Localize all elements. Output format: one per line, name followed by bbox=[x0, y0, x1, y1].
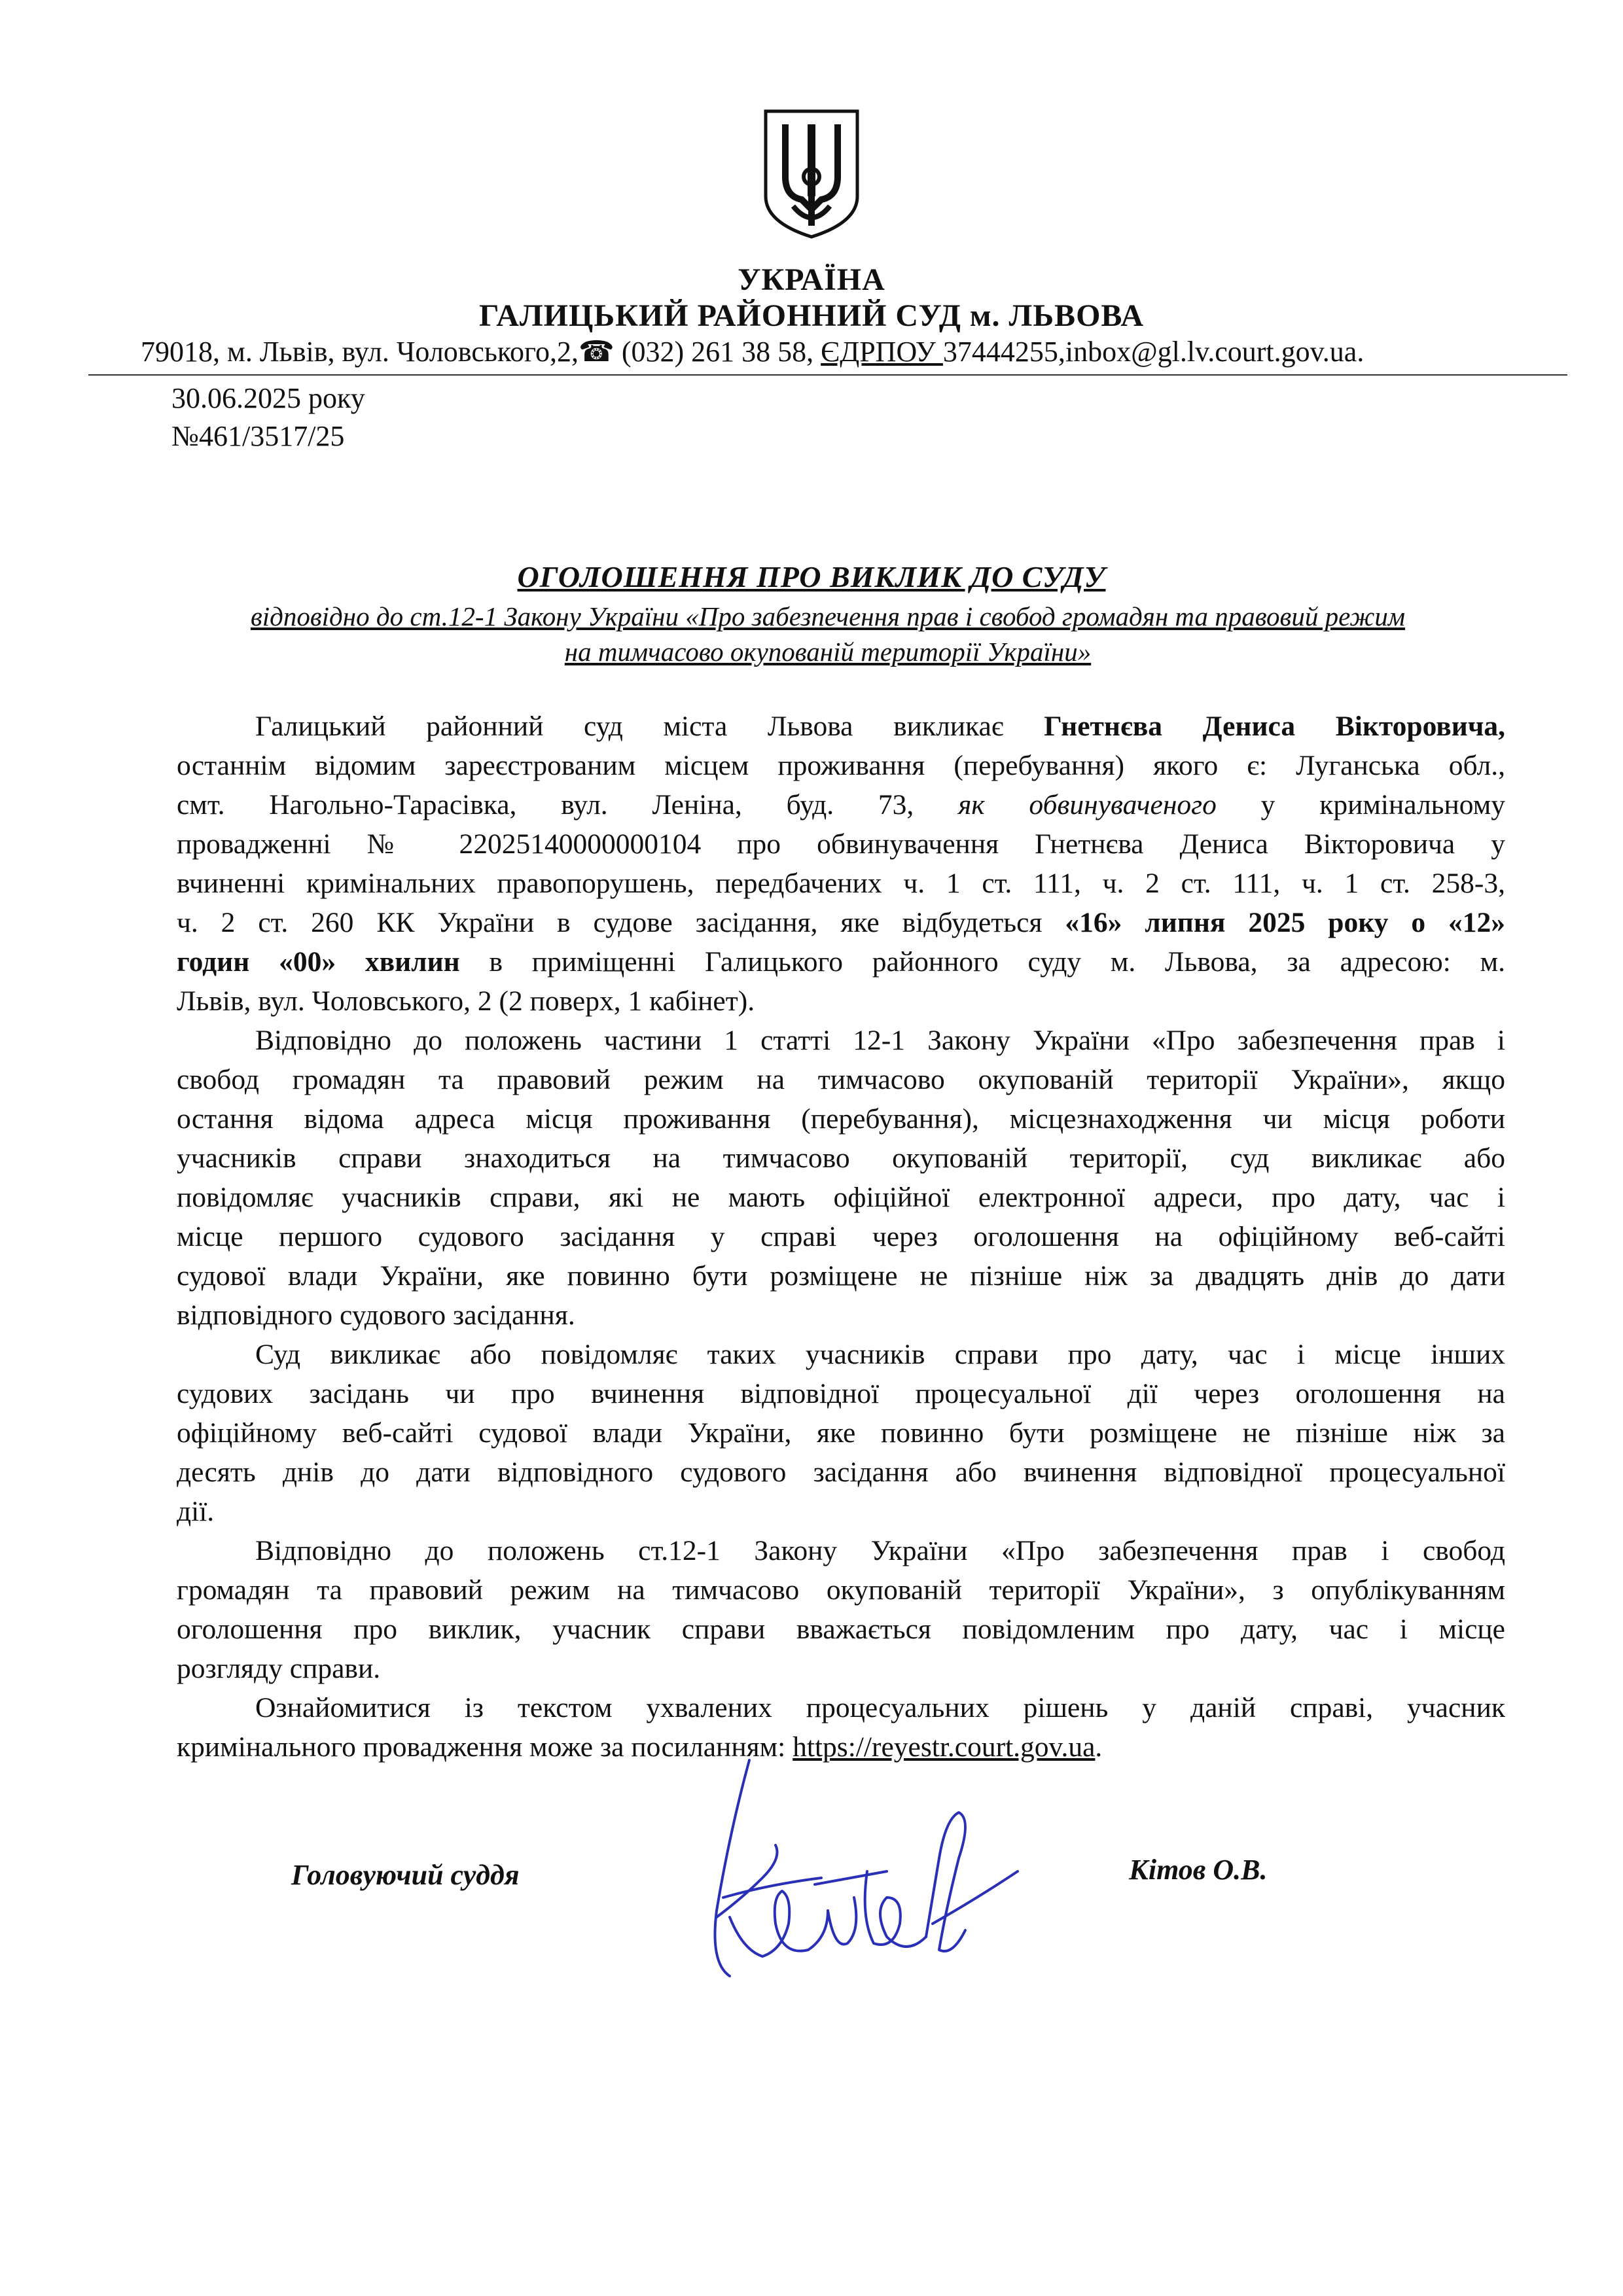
address-text: 79018, м. Львів, вул. Чоловського,2, bbox=[141, 336, 579, 368]
body-line: кримінального провадження може за посиланням: https://reyestr.court.gov.ua. bbox=[177, 1731, 1103, 1763]
body-line: судових засідань чи про вчинення відповідної процесуальної дії через оголошення на bbox=[177, 1378, 1505, 1409]
header-divider bbox=[88, 374, 1567, 376]
notice-subtitle-line-1: відповідно до ст.12-1 Закону України «Про забезпечення прав і свобод громадян та правовий режим bbox=[250, 601, 1406, 631]
country-heading: УКРАЇНА bbox=[738, 262, 885, 297]
document-date: 30.06.2025 року bbox=[171, 382, 365, 414]
body-line: Відповідно до положень ст.12-1 Закону України «Про забезпечення прав і свобод bbox=[255, 1535, 1505, 1566]
body-line: останнім відомим зареєстрованим місцем проживання (перебування) якого є: Луганська обл., bbox=[177, 750, 1505, 781]
body-line: повідомляє учасників справи, які не мають офіційної електронної адреси, про дату, час і bbox=[177, 1182, 1505, 1213]
body-line: Ознайомитися із текстом ухвалених процесуальних рішень у даній справі, учасник bbox=[255, 1692, 1505, 1723]
body-line: остання відома адреса місця проживання (перебування), місцезнаходження чи місця роботи bbox=[177, 1103, 1505, 1135]
body-line: ч. 2 ст. 260 КК України в судове засідання, яке відбудеться «16» липня 2025 року о «12» bbox=[177, 907, 1505, 938]
body-line: оголошення про виклик, учасник справи вважається повідомленим про дату, час і місце bbox=[177, 1614, 1505, 1645]
body-line: місце першого судового засідання у справі через оголошення на офіційному веб-сайті bbox=[177, 1221, 1505, 1252]
signer-name: Кітов О.В. bbox=[1129, 1854, 1268, 1886]
notice-title: ОГОЛОШЕННЯ ПРО ВИКЛИК ДО СУДУ bbox=[517, 560, 1106, 593]
court-address-line: 79018, м. Львів, вул. Чоловського,2,☎ (032) 261 38 58, ЄДРПОУ 37444255,inbox@gl.lv.court.gov.ua. bbox=[141, 336, 1364, 368]
body-line: смт. Нагольно-Тарасівка, вул. Леніна, буд. 73, як обвинуваченого у кримінальному bbox=[177, 789, 1505, 821]
body-line: відповідного судового засідання. bbox=[177, 1299, 575, 1331]
registry-link[interactable]: https://reyestr.court.gov.ua bbox=[793, 1731, 1096, 1763]
body-line: Львів, вул. Чоловського, 2 (2 поверх, 1 кабінет). bbox=[177, 985, 755, 1017]
phone-number: (032) 261 38 58 bbox=[621, 336, 807, 368]
body-line: свобод громадян та правовий режим на тимчасово окупованій території України», якщо bbox=[177, 1064, 1505, 1095]
body-line: судової влади України, яке повинно бути розміщене не пізніше ніж за двадцять днів до дати bbox=[177, 1260, 1505, 1292]
court-name-heading: ГАЛИЦЬКИЙ РАЙОННИЙ СУД м. ЛЬВОВА bbox=[478, 298, 1145, 333]
body-line: учасників справи знаходиться на тимчасово окупованій території, суд викликає або bbox=[177, 1142, 1505, 1174]
coat-of-arms-icon bbox=[746, 98, 877, 242]
handwritten-signature bbox=[651, 1701, 1031, 2015]
body-line: вчиненні кримінальних правопорушень, передбачених ч. 1 ст. 111, ч. 2 ст. 111, ч. 1 ст. 258-3, bbox=[177, 868, 1505, 899]
body-line: громадян та правовий режим на тимчасово окупованій території України», з опублікуванням bbox=[177, 1574, 1505, 1606]
document-number: №461/3517/25 bbox=[171, 420, 345, 452]
notice-subtitle-line-2: на тимчасово окупованій території України» bbox=[564, 637, 1092, 667]
body-line: годин «00» хвилин в приміщенні Галицького районного суду м. Львова, за адресою: м. bbox=[177, 946, 1505, 978]
body-line: десять днів до дати відповідного судового засідання або вчинення відповідної процесуальної bbox=[177, 1457, 1505, 1488]
telephone-icon: ☎ bbox=[579, 336, 615, 368]
defendant-name: Гнетнєва Дениса Вікторовича, bbox=[1044, 711, 1506, 742]
body-line: офіційному веб-сайті судової влади України, яке повинно бути розміщене не пізніше ніж за bbox=[177, 1417, 1505, 1449]
body-line: провадженні № 22025140000000104 про обвинувачення Гнетнєва Дениса Вікторовича у bbox=[177, 828, 1505, 860]
signer-role: Головуючий суддя bbox=[291, 1859, 520, 1891]
body-line: Суд викликає або повідомляє таких учасників справи про дату, час і місце інших bbox=[255, 1339, 1505, 1370]
edrpou-email: 37444255,inbox@gl.lv.court.gov.ua. bbox=[942, 336, 1364, 368]
edrpou-label: ЄДРПОУ bbox=[821, 336, 943, 368]
body-line: дії. bbox=[177, 1496, 215, 1527]
body-line: Галицький районний суд міста Львова викликає Гнетнєва Дениса Вікторовича, bbox=[255, 711, 1506, 742]
body-line: Відповідно до положень частини 1 статті 12-1 Закону України «Про забезпечення прав і bbox=[255, 1025, 1505, 1056]
body-line: розгляду справи. bbox=[177, 1653, 381, 1684]
hearing-date: «16» липня 2025 року о «12» bbox=[1065, 907, 1505, 938]
hearing-time: годин «00» хвилин bbox=[177, 946, 460, 978]
